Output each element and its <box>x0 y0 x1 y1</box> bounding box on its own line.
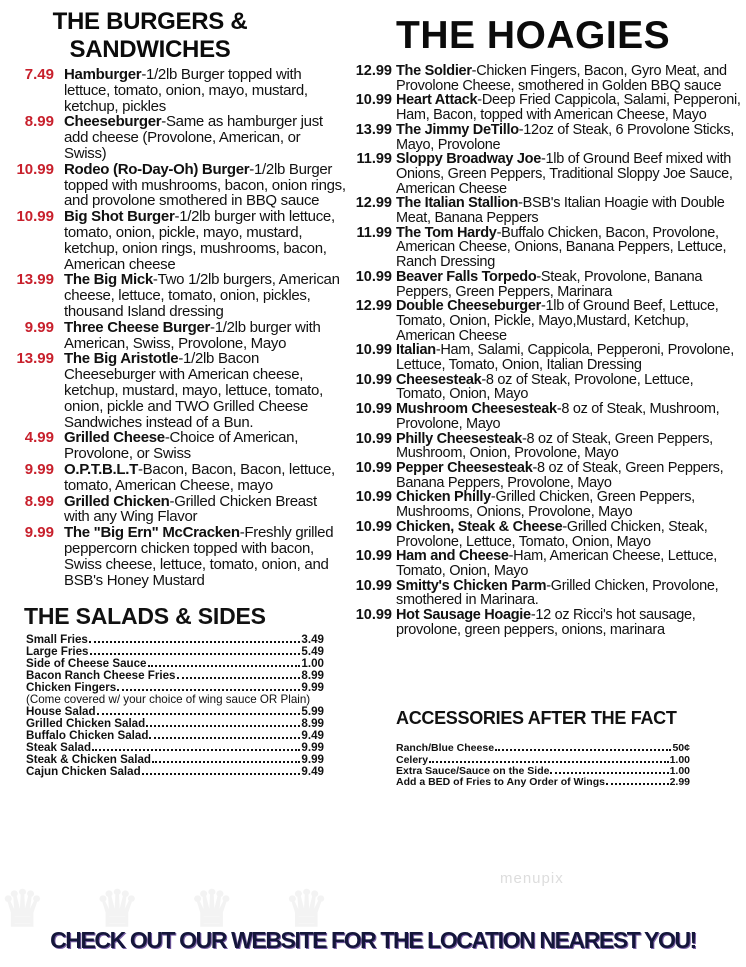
menu-item <box>346 299 744 343</box>
dot-leader <box>606 783 669 785</box>
menu-item <box>6 272 346 319</box>
item-price: 1.00 <box>301 657 324 671</box>
salads-list <box>26 634 324 778</box>
menu-item <box>346 490 744 519</box>
item-price: 5.49 <box>301 645 324 659</box>
item-price: 11.99 <box>356 224 392 241</box>
item-description: -1lb of Ground Beef mixed with Onions, Green Peppers, Traditional Sloppy Joe Sauce, American Cheese <box>396 151 733 197</box>
item-name: Add a BED of Fries to Any Order of Wings <box>396 776 605 789</box>
dot-leader <box>177 677 301 679</box>
hoagies-heading: THE HOAGIES <box>396 14 671 57</box>
item-price: 10.99 <box>16 160 54 178</box>
accessories-list <box>396 743 690 788</box>
item-text <box>396 373 744 402</box>
item-description: -8 oz of Steak, Green Peppers, Mushroom, Onion, Provolone, Mayo <box>396 430 713 462</box>
menu-item <box>346 461 744 490</box>
item-name: Cheeseburger <box>64 113 162 131</box>
item-price: 4.99 <box>24 429 54 447</box>
item-name: Italian <box>396 342 436 359</box>
item-price: 13.99 <box>16 271 54 289</box>
item-text <box>64 430 346 462</box>
menu-item <box>6 209 346 272</box>
item-name: Mushroom Cheesesteak <box>396 401 557 418</box>
website-banner: CHECK OUT OUR WEBSITE FOR THE LOCATION NEAREST YOU! <box>50 927 696 953</box>
left-column <box>6 67 346 778</box>
dot-leader <box>97 713 301 715</box>
dot-leader <box>146 725 300 727</box>
item-name: Celery <box>396 753 429 766</box>
item-text <box>396 93 744 122</box>
dot-leader <box>152 761 300 763</box>
item-description: -Deep Fried Cappicola, Salami, Pepperoni, Ham, Bacon, topped with American Cheese, Mayo <box>396 92 741 124</box>
item-text <box>396 432 744 461</box>
item-name: Rodeo (Ro-Day-Oh) Burger <box>64 160 250 178</box>
menu-item <box>346 93 744 122</box>
item-name: The Tom Hardy <box>396 224 497 241</box>
item-description: -Ham, American Cheese, Lettuce, Tomato, Onion, Mayo <box>396 548 717 579</box>
menu-item <box>346 520 744 549</box>
item-name: The Soldier <box>396 63 472 79</box>
dot-leader <box>149 737 300 739</box>
menu-item <box>346 123 744 152</box>
item-price: 10.99 <box>355 489 392 506</box>
menu-item <box>346 549 744 578</box>
item-text <box>396 270 744 299</box>
item-description: -Same as hamburger just add cheese (Provolone, American, or Swiss) <box>64 113 323 162</box>
item-name: Bacon Ranch Cheese Fries <box>26 669 176 683</box>
menu-item <box>346 402 744 431</box>
item-price: 10.99 <box>355 548 392 565</box>
item-price: 12.99 <box>355 195 392 212</box>
item-name: Ranch/Blue Cheese <box>396 742 495 755</box>
right-column <box>346 64 744 788</box>
item-price: 12.99 <box>355 63 392 79</box>
item-name: The Jimmy DeTillo <box>396 121 519 138</box>
item-price: 3.49 <box>301 633 324 647</box>
burgers-heading <box>20 8 280 64</box>
item-text <box>396 299 744 343</box>
item-text <box>396 461 744 490</box>
item-text <box>64 351 346 430</box>
item-price: 2.99 <box>669 776 690 789</box>
item-description: -Freshly grilled peppercorn chicken topped with bacon, Swiss cheese, lettuce, tomato, onion, and BSB's Honey Mustard <box>64 524 334 589</box>
item-description: -Steak, Provolone, Banana Peppers, Green Peppers, Marinara <box>396 268 703 300</box>
item-price: 9.99 <box>24 318 54 336</box>
item-description: -1/2lb Bacon Cheeseburger with American cheese, ketchup, mustard, mayo, lettuce, tomato, onion, pickle and TWO Grilled Cheese Sandwiches instead of a Bun. <box>64 350 323 431</box>
menu-item <box>346 196 744 225</box>
price-row <box>396 777 690 788</box>
item-description: -1/2lb burger with American, Swiss, Provolone, Mayo <box>64 318 321 352</box>
item-price: 10.99 <box>355 577 392 594</box>
menu-item <box>346 608 744 637</box>
dot-leader <box>429 761 668 763</box>
item-text <box>64 209 346 272</box>
item-name: Pepper Cheesesteak <box>396 459 533 476</box>
item-text <box>396 579 744 608</box>
item-name: Steak Salad <box>26 741 92 755</box>
item-name: Chicken Fingers <box>26 681 117 695</box>
background-logo-pattern: ♛ ♛ ♛ ♛ <box>0 881 347 937</box>
item-price: 10.99 <box>355 518 392 535</box>
item-description: -12oz of Steak, 6 Provolone Sticks, Mayo, Provolone <box>396 121 734 153</box>
item-text <box>64 525 346 588</box>
menu-item <box>6 462 346 494</box>
item-text <box>396 402 744 431</box>
item-text <box>396 343 744 372</box>
item-price: 13.99 <box>16 350 54 368</box>
item-name: Buffalo Chicken Salad <box>26 729 149 743</box>
item-description: -1/2lb Burger topped with mushrooms, bacon, onion rings, and provolone smothered in BBQ sauce <box>64 160 346 210</box>
item-name: Chicken Philly <box>396 489 491 506</box>
item-name: Big Shot Burger <box>64 208 175 226</box>
item-text <box>396 123 744 152</box>
item-description: -Bacon, Bacon, Bacon, lettuce, tomato, American Cheese, mayo <box>64 460 335 494</box>
item-price: 9.49 <box>301 729 324 743</box>
menu-item <box>346 579 744 608</box>
item-price: 11.99 <box>356 151 392 168</box>
item-name: Three Cheese Burger <box>64 318 211 336</box>
menu-item <box>346 64 744 93</box>
item-price: 10.99 <box>355 371 392 388</box>
item-name: Chicken, Steak & Cheese <box>396 518 563 535</box>
menu-item <box>6 114 346 161</box>
item-text <box>64 114 346 161</box>
item-text <box>64 272 346 319</box>
item-text <box>396 608 744 637</box>
item-name: O.P.T.B.L.T <box>64 460 138 478</box>
item-name: Ham and Cheese <box>396 548 509 565</box>
item-name: Large Fries <box>26 645 89 659</box>
dot-leader <box>89 641 301 643</box>
menu-item <box>346 152 744 196</box>
item-price: 1.00 <box>669 753 690 766</box>
item-price: 13.99 <box>355 121 392 138</box>
item-name: Sloppy Broadway Joe <box>396 151 541 168</box>
item-text <box>64 494 346 526</box>
hoagies-list <box>346 64 744 637</box>
item-price: 8.99 <box>301 669 324 683</box>
item-description: -1lb of Ground Beef, Lettuce, Tomato, Onion, Pickle, Mayo,Mustard, Ketchup, American Cheese <box>396 298 719 344</box>
item-price: 10.99 <box>355 430 392 447</box>
menu-item <box>346 432 744 461</box>
dot-leader <box>117 689 300 691</box>
item-name: House Salad <box>26 705 96 719</box>
menu-item <box>6 525 346 588</box>
menu-item <box>346 226 744 270</box>
burgers-list <box>6 67 346 588</box>
burgers-heading-line1: THE BURGERS & <box>52 8 248 35</box>
item-description: -1/2lb Burger topped with lettuce, tomato, onion, mayo, mustard, ketchup, pickles <box>64 66 308 115</box>
item-text <box>396 520 744 549</box>
item-text <box>396 152 744 196</box>
item-name: Grilled Chicken Salad <box>26 717 146 731</box>
item-price: 9.99 <box>24 460 54 478</box>
item-price: 1.00 <box>669 764 690 777</box>
item-price: 10.99 <box>355 92 392 109</box>
item-price: 10.99 <box>355 342 392 359</box>
item-description: -Grilled Chicken, Green Peppers, Mushrooms, Onions, Provolone, Mayo <box>396 489 695 521</box>
item-name: Small Fries <box>26 633 88 647</box>
menu-item <box>6 162 346 209</box>
item-name: Grilled Cheese <box>64 429 165 447</box>
item-text <box>64 320 346 352</box>
item-price: 9.49 <box>301 765 324 779</box>
item-name: Double Cheeseburger <box>396 298 541 315</box>
item-description: -1/2lb burger with lettuce, tomato, onion, pickle, mayo, mustard, ketchup, onion rings, mushrooms, bacon, American cheese <box>64 208 335 273</box>
dot-leader <box>90 653 301 655</box>
item-description: -Chicken Fingers, Bacon, Gyro Meat, and Provolone Cheese, smothered in Golden BBQ sauce <box>396 63 727 94</box>
dot-leader <box>142 773 301 775</box>
menu-item <box>6 351 346 430</box>
dot-leader <box>92 749 300 751</box>
dot-leader <box>148 665 301 667</box>
item-description: -BSB's Italian Hoagie with Double Meat, Banana Peppers <box>396 195 725 227</box>
menu-item <box>346 343 744 372</box>
item-description: -Two 1/2lb burgers, American cheese, lettuce, tomato, onion, pickles, thousand Island dressing <box>64 271 340 320</box>
item-description: -Choice of American, Provolone, or Swiss <box>64 429 299 463</box>
item-name: Heart Attack <box>396 92 478 109</box>
item-name: Philly Cheesesteak <box>396 430 522 447</box>
item-name: Grilled Chicken <box>64 492 170 510</box>
dot-leader <box>550 772 668 774</box>
item-price: 9.99 <box>301 741 324 755</box>
item-description: -Grilled Chicken Breast with any Wing Flavor <box>64 492 317 526</box>
item-name: The "Big Ern" McCracken <box>64 524 240 542</box>
item-name: Hot Sausage Hoagie <box>396 607 531 624</box>
item-name: Side of Cheese Sauce <box>26 657 147 671</box>
item-price: 8.99 <box>24 113 54 131</box>
watermark: menupix <box>500 870 564 887</box>
item-name: Cheesesteak <box>396 371 482 388</box>
menu-item <box>6 430 346 462</box>
item-name: The Big Mick <box>64 271 153 289</box>
menu-item <box>6 67 346 114</box>
item-description: -Grilled Chicken, Steak, Provolone, Lettuce, Tomato, Onion, Mayo <box>396 518 708 550</box>
item-name: The Big Aristotle <box>64 350 179 368</box>
item-text <box>396 226 744 270</box>
burgers-heading-line2: SANDWICHES <box>69 36 231 63</box>
item-name: The Italian Stallion <box>396 195 519 212</box>
dot-leader <box>495 749 671 751</box>
item-text <box>396 549 744 578</box>
item-description: -8 oz of Steak, Green Peppers, Banana Peppers, Provolone, Mayo <box>396 459 724 491</box>
item-text <box>396 64 744 93</box>
item-text <box>396 490 744 519</box>
menu-item <box>346 373 744 402</box>
price-row <box>396 743 690 754</box>
item-price: 8.99 <box>301 717 324 731</box>
item-price: 9.99 <box>301 681 324 695</box>
item-name: Beaver Falls Torpedo <box>396 268 537 285</box>
item-text <box>396 196 744 225</box>
item-name: Hamburger <box>64 66 142 83</box>
item-price: 9.99 <box>301 753 324 767</box>
item-name: Cajun Chicken Salad <box>26 765 141 779</box>
menu-item <box>346 270 744 299</box>
item-description: -Buffalo Chicken, Bacon, Provolone, American Cheese, Onions, Banana Peppers, Lettuce, Ranch Dressing <box>396 224 727 271</box>
item-price: 10.99 <box>355 268 392 285</box>
accessories-heading: ACCESSORIES AFTER THE FACT <box>396 708 677 729</box>
menu-item <box>6 320 346 352</box>
item-price: 7.49 <box>24 66 54 83</box>
item-price: 12.99 <box>355 298 392 315</box>
item-price: 8.99 <box>24 492 54 510</box>
item-price: 10.99 <box>355 607 392 624</box>
salads-heading: THE SALADS & SIDES <box>24 603 266 630</box>
item-price: 5.99 <box>301 705 324 719</box>
item-text <box>64 162 346 209</box>
menu-item <box>6 494 346 526</box>
item-description: -8 oz of Steak, Provolone, Lettuce, Tomato, Onion, Mayo <box>396 371 694 403</box>
item-price: 10.99 <box>355 459 392 476</box>
item-name: Steak & Chicken Salad <box>26 753 152 767</box>
item-price: 10.99 <box>16 208 54 226</box>
item-description: -Ham, Salami, Cappicola, Pepperoni, Provolone, Lettuce, Tomato, Onion, Italian Dressing <box>396 342 734 374</box>
item-price: 9.99 <box>24 524 54 542</box>
price-row <box>26 766 324 778</box>
item-note: (Come covered w/ your choice of wing sauce OR Plain) <box>26 693 311 707</box>
item-description: -8 oz of Steak, Mushroom, Provolone, Mayo <box>396 401 720 432</box>
item-price: 50¢ <box>672 742 690 755</box>
item-name: Smitty's Chicken Parm <box>396 577 547 594</box>
item-description: -Grilled Chicken, Provolone, smothered in Marinara. <box>396 577 719 609</box>
item-name: Extra Sauce/Sauce on the Side <box>396 764 550 777</box>
item-description: -12 oz Ricci's hot sausage, provolone, green peppers, onions, marinara <box>396 607 696 638</box>
item-price: 10.99 <box>355 401 392 418</box>
item-text <box>64 67 346 114</box>
item-text <box>64 462 346 494</box>
